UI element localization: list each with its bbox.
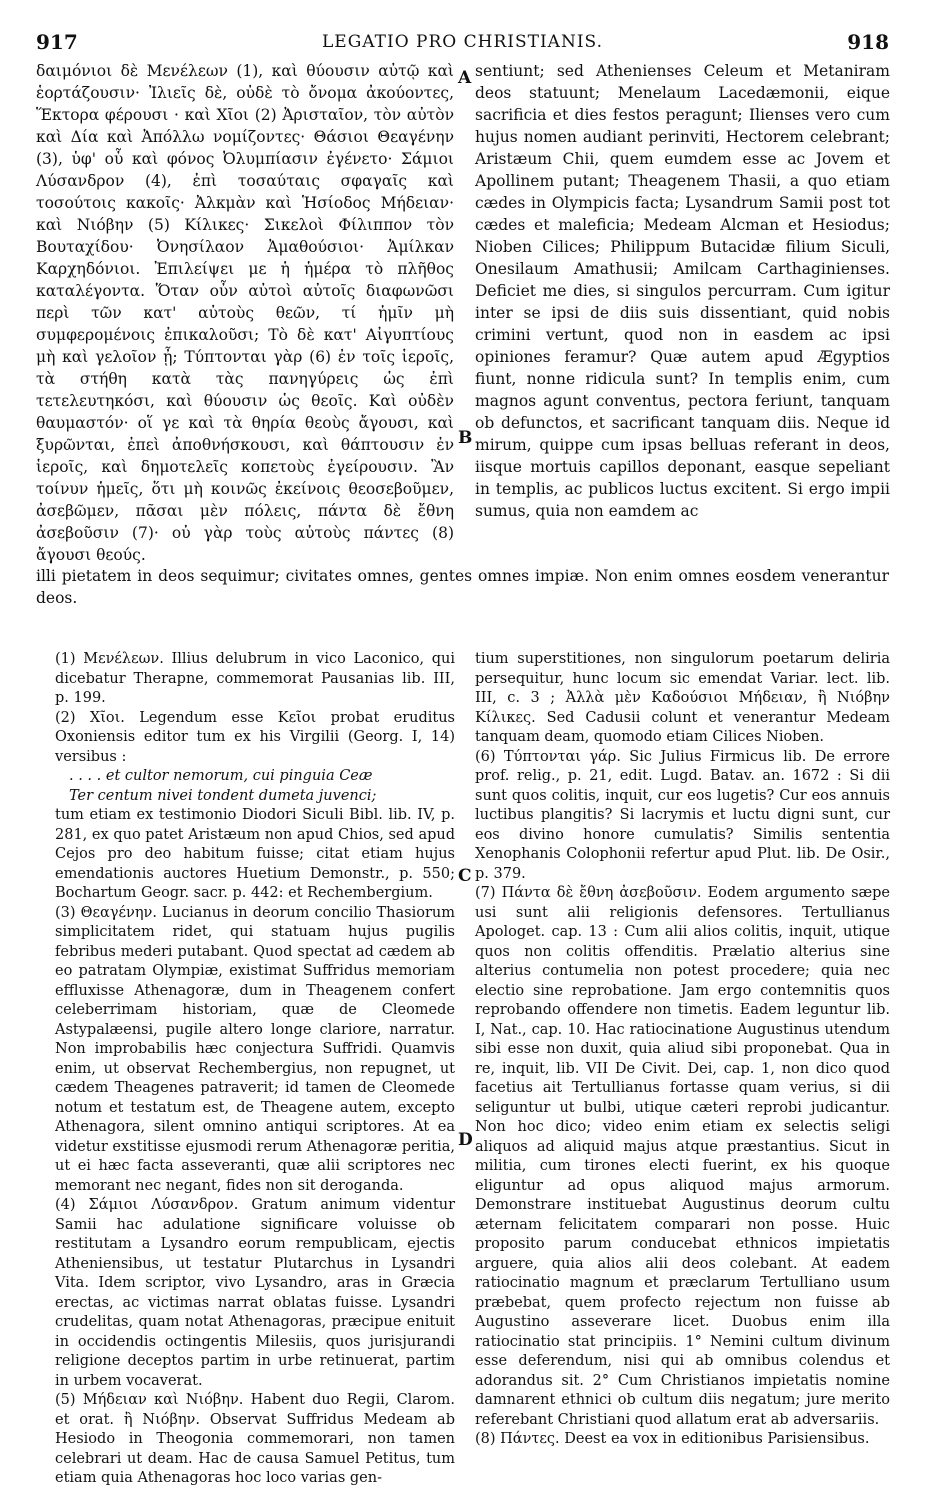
section-marker-c: C (458, 866, 472, 886)
footnote-5: (5) Μήδειαν καὶ Νιόβην. Habent duo Regii, Clarom. et orat. ἢ Νιόβην. Observat Suffridus Medeam ab Hesiodo in Theogonia commemorari, non tamen celebrari ut deam. Hac de causa Samuel Petitus, tum etiam quia Athenagoras hoc loco varias gen- (55, 1392, 455, 1486)
page-number-right: 918 (847, 30, 889, 54)
footnote-2-continued: tum etiam ex testimonio Diodori Siculi Bibl. lib. IV, p. 281, ex quo patet Aristæum non apud Chios, sed apud Cejos pro deo habitum fuisse; citat etiam hujus emendationis auctores Huetium Demonstr., p. 550; Bochartum Geogr. sacr. p. 442: et Rechembergium. (55, 807, 455, 901)
running-title: LEGATIO PRO CHRISTIANIS. (322, 32, 603, 52)
footnote-5-continued: tium superstitiones, non singulorum poetarum deliria persequitur, hunc locum sic emendat Variar. lect. lib. III, c. 3 ; Ἀλλὰ μὲν Καδούσιοι Μήδειαν, ἢ Νιόβην Κίλικες. Sed Cadusii colunt et venerantur Medeam tanquam deam, quomodo etiam Cilices Nioben. (475, 651, 890, 745)
verse-quote-2: Ter centum nivei tondent dumeta juvenci; (69, 787, 377, 804)
section-marker-a: A (458, 68, 472, 88)
footnotes-left (55, 650, 455, 1489)
page-number-left: 917 (36, 30, 78, 54)
latin-continuation: illi pietatem in deos sequimur; civitates omnes, gentes omnes impiæ. Non enim omnes eosdem venerantur deos. (36, 567, 889, 607)
footnote-8: (8) Πάντες. Deest ea vox in editionibus Parisiensibus. (475, 1431, 870, 1447)
footnote-3: (3) Θεαγένην. Lucianus in deorum concilio Thasiorum simplicitatem ridet, qui statuam hujus pugilis febribus mederi putabant. Quod spectat ad cædem ab eo patratam Olympiæ, existimat Suffridus memoriam effluxisse Athenagoræ, dum in Theagenem confert celeberrimam historiam, quæ de Cleomede Astypalæensi, pugile altero longe clariore, narratur. Non improbabilis hæc conjectura Suffridi. Quamvis enim, ut observat Rechembergius, non repugnet, ut cædem Theagenes patraverit; id tamen de Cleomede notum et testatum est, de Theagene autem, excepto Athenagora, silent omnino antiqui scriptores. At ea videtur exstitisse ejusmodi rerum Athenagoræ peritia, ut ei hæc facta asseveranti, quæ alii scriptores nec memorant nec negant, fides non sit deroganda. (55, 904, 455, 1194)
footnote-2: (2) Χῖοι. Legendum esse Κεῖοι probat eruditus Oxoniensis editor tum ex his Virgilii (Georg. I, 14) versibus : (55, 709, 455, 765)
latin-text-column: sentiunt; sed Athenienses Celeum et Metaniram deos statuunt; Menelaum Lacedæmonii, eique sacrificia et dies festos peragunt; Ilienses vero cum hujus nomen audiant perinviti, Hectorem celebrant; Aristæum Chii, quem eumdem esse ac Jovem et Apollinem putant; Theagenem Thasii, a quo etiam cædes in Olympicis facta; Lysandrum Samii post tot cædes et maleficia; Medeam Alcman et Hesiodus; Nioben Cilices; Philippum Butacidæ filium Siculi, Onesilaum Amathusii; Amilcam Carthaginienses. Deficiet me dies, si singulos percurram. Cum igitur inter se ipsi de diis suis dissentiant, quid nobis crimini vertunt, quod non in easdem ac ipsi opiniones feramur? Quæ autem apud Ægyptios fiunt, nonne ridicula sunt? In templis enim, cum magnos agunt conventus, pectora feriunt, tanquam ob defunctos, et sacrificant tanquam diis. Neque id mirum, quippe cum ipsas belluas referant in deos, iisque mortuis capillos deponant, easque sepeliant in templis, ac publicos luctus excitent. Si ergo impii sumus, quia non eamdem ac (475, 62, 890, 520)
greek-text-column: δαιμόνιοι δὲ Μενέλεων (1), καὶ θύουσιν αὐτῷ καὶ ἑορτάζουσιν· Ἰλιεῖς δὲ, οὐδὲ τὸ ὄνομα ἀκούοντες, Ἕκτορα φέρουσι · καὶ Χῖοι (2) Ἀρισταῖον, τὸν αὐτὸν καὶ Δία καὶ Ἀπόλλω νομίζοντες· Θάσιοι Θεαγένην (3), ὑφ' οὗ καὶ φόνος Ὀλυμπίασιν ἐγένετο· Σάμιοι Λύσανδρον (4), ἐπὶ τοσαύταις σφαγαῖς καὶ τοσούτοις κακοῖς· Ἀλκμὰν καὶ Ἡσίοδος Μήδειαν· καὶ Νιόβην (5) Κίλικες· Σικελοὶ Φίλιππον τὸν Βουταχίδου· Ὀνησίλαον Ἀμαθούσιοι· Ἀμίλκαν Καρχηδόνιοι. Ἐπιλείψει με ἡ ἡμέρα τὸ πλῆθος καταλέγοντα. Ὅταν οὖν αὐτοὶ αὐτοῖς διαφωνῶσι περὶ τῶν κατ' αὐτοὺς θεῶν, τί ἡμῖν μὴ συμφερομένοις ἐπικαλοῦσι; Τὸ δὲ κατ' Αἰγυπτίους μὴ καὶ γελοῖον ᾖ; Τύπτονται γὰρ (6) ἐν τοῖς ἱεροῖς, τὰ στήθη κατὰ τὰς πανηγύρεις ὡς ἐπὶ τετελευτηκόσι, καὶ θύουσιν ὡς θεοῖς. Καὶ οὐδὲν θαυμαστόν· οἵ γε καὶ τὰ θηρία θεοὺς ἄγουσι, καὶ ξυρῶνται, ἐπεὶ ἀποθνήσκουσι, καὶ θάπτουσιν ἐν ἱεροῖς, καὶ δημοτελεῖς κοπετοὺς ἐγείρουσιν. Ἂν τοίνυν ἡμεῖς, ὅτι μὴ κοινῶς ἐκείνοις θεοσεβοῦμεν, ἀσεβῶμεν, πᾶσαι μὲν πόλεις, πάντα δὲ ἔθνη ἀσεβοῦσιν (7)· οὐ γὰρ τοὺς αὐτοὺς πάντες (8) ἄγουσι θεούς. (36, 62, 454, 564)
section-marker-d: D (458, 1130, 473, 1150)
footnote-1: (1) Μενέλεων. Illius delubrum in vico Laconico, qui dicebatur Therapne, commemorat Pausanias lib. III, p. 199. (55, 651, 455, 706)
section-marker-b: B (458, 428, 473, 448)
footnote-7: (7) Πάντα δὲ ἔθνη ἀσεβοῦσιν. Eodem argumento sæpe usi sunt alii religionis defensores. Tertullianus Apologet. cap. 13 : Cum alii alios colitis, inquit, utique quos non colitis offenditis. Prælatio alterius sine alterius contumelia non potest procedere; quia nec electio sine reprobatione. Jam ergo contemnitis quos reprobando offendere non timetis. Eadem leguntur lib. I, Nat., cap. 10. Hac ratiocinatione Augustinus utendum sibi esse non duxit, quia aliud sibi proponebat. Qua in re, inquit, lib. VII De Civit. Dei, cap. 1, non dico quod facetius ait Tertullianus fortasse quam verius, si dii seliguntur ut bulbi, utique cæteri reprobi judicantur. Non hoc dico; video enim etiam ex selectis seligi aliquos ad aliquid majus atque præstantius. Sicut in militia, cum tirones electi fuerint, ex his quoque eliguntur ad opus aliquod majus armorum. Demonstrare instituebat Augustinus deorum cultu æternam felicitatem comparari non posse. Huic proposito parum conducebat ethnicos impietatis arguere, quia alios alii deos colebant. At eadem ratiocinatio magnum et præclarum Tertulliano usum præbebat, quem profecto rejectum non fuisse ab Augustino asseverare licet. Duobus enim illa ratiocinatio stat principiis. 1° Nemini cultum divinum esse deferendum, nisi qui ab omnibus colendus et adorandus sit. 2° Cum Christianos impietatis nomine damnarent ethnici ob cultum diis negatum; jure merito referebant Christiani quod allatum erat ab adversariis. (475, 885, 890, 1428)
page-header (36, 30, 889, 58)
verse-quote-1: . . . . et cultor nemorum, cui pinguia Ceæ (69, 768, 373, 784)
footnote-4: (4) Σάμιοι Λύσανδρον. Gratum animum videntur Samii hac adulatione significare voluisse ob restitutam a Lysandro eorum rempublicam, ejectis Atheniensibus, ut testatur Plutarchus in Lysandri Vita. Idem scriptor, vivo Lysandro, aras in Græcia erectas, ac victimas narrat oblatas fuisse. Lysandri crudelitas, quam notat Athenagoras, præcipue enituit in occidendis octingentis Milesiis, quos jurisjurandi religione deceptos partim in urbe retinuerat, partim in urbem vocaverat. (55, 1197, 455, 1389)
footnotes-right (475, 650, 890, 1450)
footnote-6: (6) Τύπτονται γάρ. Sic Julius Firmicus lib. De errore prof. relig., p. 21, edit. Lugd. Batav. an. 1672 : Si dii sunt quos colitis, inquit, cur eos lugetis? Cur eos annuis luctibus plangitis? Si lacrymis et luctu digni sunt, cur eos divino honore cumulatis? Similis sententia Xenophanis Colophonii refertur apud Plut. lib. De Osir., p. 379. (475, 748, 890, 882)
